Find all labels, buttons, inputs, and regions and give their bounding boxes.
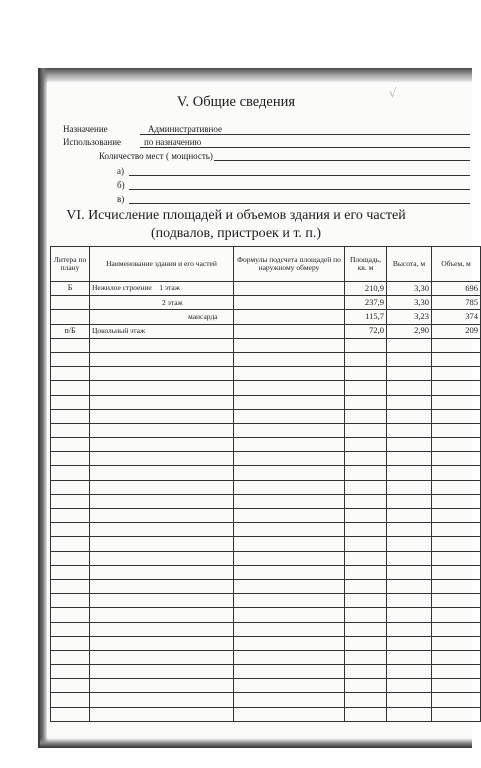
empty-cell bbox=[51, 679, 90, 693]
empty-cell bbox=[345, 367, 387, 381]
empty-cell bbox=[51, 480, 90, 494]
empty-cell bbox=[51, 381, 90, 395]
table-header-row bbox=[51, 247, 481, 282]
empty-cell bbox=[234, 565, 345, 579]
empty-cell bbox=[387, 636, 432, 650]
empty-cell bbox=[345, 352, 387, 366]
empty-cell bbox=[387, 665, 432, 679]
table-row-empty bbox=[51, 594, 481, 608]
empty-cell bbox=[345, 565, 387, 579]
empty-cell bbox=[90, 565, 234, 579]
empty-cell bbox=[90, 594, 234, 608]
empty-cell bbox=[90, 509, 234, 523]
empty-cell bbox=[234, 622, 345, 636]
empty-cell bbox=[234, 338, 345, 352]
empty-cell bbox=[432, 622, 481, 636]
empty-cell bbox=[387, 537, 432, 551]
empty-cell bbox=[234, 693, 345, 707]
sub-item-b: б) bbox=[117, 180, 125, 190]
scan-edge-bottom bbox=[40, 738, 472, 748]
cell-area: 237,9 bbox=[345, 296, 387, 310]
empty-cell bbox=[90, 338, 234, 352]
empty-cell bbox=[345, 679, 387, 693]
empty-cell bbox=[90, 693, 234, 707]
empty-cell bbox=[432, 707, 481, 721]
table-row-empty bbox=[51, 409, 481, 423]
cell-area: 210,9 bbox=[345, 282, 387, 296]
cell-name: Нежилое строение 1 этаж bbox=[90, 282, 234, 296]
empty-cell bbox=[387, 395, 432, 409]
empty-cell bbox=[432, 452, 481, 466]
empty-cell bbox=[345, 480, 387, 494]
empty-cell bbox=[387, 480, 432, 494]
empty-cell bbox=[432, 551, 481, 565]
empty-cell bbox=[234, 509, 345, 523]
empty-cell bbox=[432, 338, 481, 352]
table-row-empty bbox=[51, 665, 481, 679]
empty-cell bbox=[345, 636, 387, 650]
empty-cell bbox=[90, 438, 234, 452]
empty-cell bbox=[387, 352, 432, 366]
table-row bbox=[51, 282, 481, 296]
empty-cell bbox=[51, 423, 90, 437]
empty-cell bbox=[51, 537, 90, 551]
sub-item-c-line bbox=[129, 203, 470, 204]
empty-cell bbox=[234, 608, 345, 622]
empty-cell bbox=[345, 338, 387, 352]
table-row-empty bbox=[51, 509, 481, 523]
area-volume-table bbox=[50, 246, 481, 722]
empty-cell bbox=[90, 409, 234, 423]
cell-height: 3,30 bbox=[387, 296, 432, 310]
empty-cell bbox=[387, 367, 432, 381]
empty-cell bbox=[345, 395, 387, 409]
empty-cell bbox=[345, 579, 387, 593]
table-row-empty bbox=[51, 622, 481, 636]
table-row-empty bbox=[51, 352, 481, 366]
empty-cell bbox=[90, 679, 234, 693]
empty-cell bbox=[51, 636, 90, 650]
empty-cell bbox=[387, 565, 432, 579]
empty-cell bbox=[387, 409, 432, 423]
header-area: Площадь, кв. м bbox=[345, 247, 387, 282]
empty-cell bbox=[345, 622, 387, 636]
empty-cell bbox=[387, 509, 432, 523]
table-row bbox=[51, 324, 481, 338]
empty-cell bbox=[387, 381, 432, 395]
empty-cell bbox=[90, 466, 234, 480]
empty-cell bbox=[432, 352, 481, 366]
empty-cell bbox=[387, 622, 432, 636]
cell-letter bbox=[51, 296, 90, 310]
empty-cell bbox=[345, 693, 387, 707]
sub-item-a: а) bbox=[117, 166, 124, 176]
header-volume: Объем, м bbox=[432, 247, 481, 282]
empty-cell bbox=[432, 594, 481, 608]
field-label-usage: Использование bbox=[63, 137, 122, 147]
empty-cell bbox=[345, 438, 387, 452]
empty-cell bbox=[51, 395, 90, 409]
empty-cell bbox=[90, 480, 234, 494]
cell-height: 3,30 bbox=[387, 282, 432, 296]
empty-cell bbox=[51, 665, 90, 679]
section-5-title: V. Общие сведения bbox=[176, 94, 296, 110]
section-6-subtitle: (подвалов, пристроек и т. п.) bbox=[150, 226, 322, 241]
header-formula: Формулы подсчета площадей по наружному обмеру bbox=[234, 247, 345, 282]
empty-cell bbox=[90, 665, 234, 679]
empty-cell bbox=[432, 650, 481, 664]
empty-cell bbox=[432, 381, 481, 395]
empty-cell bbox=[51, 338, 90, 352]
table-row-empty bbox=[51, 423, 481, 437]
empty-cell bbox=[90, 423, 234, 437]
empty-cell bbox=[90, 523, 234, 537]
empty-cell bbox=[234, 381, 345, 395]
cell-name: 2 этаж bbox=[90, 296, 234, 310]
empty-cell bbox=[387, 452, 432, 466]
empty-cell bbox=[345, 452, 387, 466]
table-row-empty bbox=[51, 452, 481, 466]
empty-cell bbox=[234, 409, 345, 423]
empty-cell bbox=[432, 480, 481, 494]
empty-cell bbox=[345, 608, 387, 622]
table-row-empty bbox=[51, 551, 481, 565]
empty-cell bbox=[90, 650, 234, 664]
empty-cell bbox=[345, 423, 387, 437]
empty-cell bbox=[234, 665, 345, 679]
empty-cell bbox=[432, 466, 481, 480]
empty-cell bbox=[432, 395, 481, 409]
empty-cell bbox=[234, 395, 345, 409]
empty-cell bbox=[51, 551, 90, 565]
empty-cell bbox=[345, 409, 387, 423]
empty-cell bbox=[90, 608, 234, 622]
empty-cell bbox=[90, 367, 234, 381]
empty-cell bbox=[387, 679, 432, 693]
table-row-empty bbox=[51, 523, 481, 537]
cell-formula bbox=[234, 296, 345, 310]
header-letter: Литера по плану bbox=[51, 247, 90, 282]
empty-cell bbox=[387, 438, 432, 452]
table-row bbox=[51, 296, 481, 310]
empty-cell bbox=[432, 565, 481, 579]
empty-cell bbox=[51, 579, 90, 593]
sub-item-a-line bbox=[129, 175, 470, 176]
header-height: Высота, м bbox=[387, 247, 432, 282]
empty-cell bbox=[234, 551, 345, 565]
cell-volume: 209 bbox=[432, 324, 481, 338]
table-row-empty bbox=[51, 494, 481, 508]
empty-cell bbox=[234, 423, 345, 437]
section-6-title: VI. Исчисление площадей и объемов здания и его частей bbox=[66, 208, 406, 223]
cell-name: мансарда bbox=[90, 310, 234, 324]
empty-cell bbox=[345, 523, 387, 537]
empty-cell bbox=[51, 707, 90, 721]
empty-cell bbox=[387, 338, 432, 352]
empty-cell bbox=[345, 509, 387, 523]
table-row-empty bbox=[51, 693, 481, 707]
table-row-empty bbox=[51, 679, 481, 693]
empty-cell bbox=[234, 523, 345, 537]
empty-cell bbox=[90, 537, 234, 551]
empty-cell bbox=[432, 537, 481, 551]
empty-cell bbox=[51, 650, 90, 664]
empty-cell bbox=[432, 679, 481, 693]
empty-cell bbox=[432, 509, 481, 523]
field-label-capacity: Количество мест ( мощность) bbox=[99, 151, 213, 161]
cell-height: 3,23 bbox=[387, 310, 432, 324]
empty-cell bbox=[432, 693, 481, 707]
table-row-empty bbox=[51, 636, 481, 650]
empty-cell bbox=[234, 452, 345, 466]
empty-cell bbox=[51, 367, 90, 381]
empty-cell bbox=[234, 480, 345, 494]
empty-cell bbox=[432, 438, 481, 452]
table-row-empty bbox=[51, 367, 481, 381]
empty-cell bbox=[387, 494, 432, 508]
empty-cell bbox=[387, 523, 432, 537]
empty-cell bbox=[234, 579, 345, 593]
empty-cell bbox=[51, 409, 90, 423]
empty-cell bbox=[51, 594, 90, 608]
empty-cell bbox=[432, 636, 481, 650]
cell-formula bbox=[234, 282, 345, 296]
empty-cell bbox=[234, 650, 345, 664]
table-row-empty bbox=[51, 438, 481, 452]
cell-height: 2,90 bbox=[387, 324, 432, 338]
empty-cell bbox=[90, 622, 234, 636]
empty-cell bbox=[432, 579, 481, 593]
empty-cell bbox=[90, 352, 234, 366]
empty-cell bbox=[387, 466, 432, 480]
empty-cell bbox=[51, 523, 90, 537]
table-row-empty bbox=[51, 579, 481, 593]
field-line-capacity bbox=[214, 160, 470, 161]
table-row-empty bbox=[51, 395, 481, 409]
field-value-usage: по назначению bbox=[144, 137, 202, 147]
field-label-purpose: Назначение bbox=[63, 124, 108, 134]
empty-cell bbox=[90, 551, 234, 565]
empty-cell bbox=[432, 608, 481, 622]
empty-cell bbox=[90, 395, 234, 409]
cell-volume: 696 bbox=[432, 282, 481, 296]
empty-cell bbox=[90, 707, 234, 721]
field-line-usage bbox=[140, 147, 470, 148]
cell-letter: Б bbox=[51, 282, 90, 296]
table-row-empty bbox=[51, 381, 481, 395]
empty-cell bbox=[387, 693, 432, 707]
empty-cell bbox=[51, 565, 90, 579]
empty-cell bbox=[234, 679, 345, 693]
empty-cell bbox=[432, 523, 481, 537]
cell-letter bbox=[51, 310, 90, 324]
empty-cell bbox=[345, 537, 387, 551]
empty-cell bbox=[345, 665, 387, 679]
empty-cell bbox=[90, 579, 234, 593]
table-row-empty bbox=[51, 565, 481, 579]
empty-cell bbox=[234, 438, 345, 452]
empty-cell bbox=[345, 381, 387, 395]
empty-cell bbox=[234, 707, 345, 721]
table-row-empty bbox=[51, 707, 481, 721]
empty-cell bbox=[51, 693, 90, 707]
empty-cell bbox=[51, 622, 90, 636]
cell-area: 72,0 bbox=[345, 324, 387, 338]
empty-cell bbox=[345, 594, 387, 608]
empty-cell bbox=[90, 452, 234, 466]
table-row-empty bbox=[51, 650, 481, 664]
empty-cell bbox=[345, 466, 387, 480]
empty-cell bbox=[51, 352, 90, 366]
empty-cell bbox=[51, 509, 90, 523]
empty-cell bbox=[345, 707, 387, 721]
cell-volume: 785 bbox=[432, 296, 481, 310]
empty-cell bbox=[387, 608, 432, 622]
cell-formula bbox=[234, 310, 345, 324]
empty-cell bbox=[234, 466, 345, 480]
header-name: Наименование здания и его частей bbox=[90, 247, 234, 282]
empty-cell bbox=[387, 423, 432, 437]
sub-item-c: в) bbox=[117, 194, 125, 204]
empty-cell bbox=[234, 594, 345, 608]
empty-cell bbox=[387, 594, 432, 608]
empty-cell bbox=[345, 494, 387, 508]
table-row bbox=[51, 310, 481, 324]
empty-cell bbox=[387, 551, 432, 565]
empty-cell bbox=[432, 409, 481, 423]
cell-letter: п/Б bbox=[51, 324, 90, 338]
empty-cell bbox=[387, 579, 432, 593]
sub-item-b-line bbox=[129, 189, 470, 190]
empty-cell bbox=[432, 494, 481, 508]
empty-cell bbox=[90, 494, 234, 508]
field-line-purpose bbox=[140, 134, 470, 135]
table-row-empty bbox=[51, 480, 481, 494]
empty-cell bbox=[387, 650, 432, 664]
empty-cell bbox=[234, 494, 345, 508]
empty-cell bbox=[234, 537, 345, 551]
empty-cell bbox=[51, 452, 90, 466]
table-row-empty bbox=[51, 608, 481, 622]
empty-cell bbox=[345, 650, 387, 664]
empty-cell bbox=[345, 551, 387, 565]
cell-area: 115,7 bbox=[345, 310, 387, 324]
table-row-empty bbox=[51, 466, 481, 480]
empty-cell bbox=[387, 707, 432, 721]
empty-cell bbox=[90, 381, 234, 395]
field-value-purpose: Административное bbox=[148, 124, 222, 134]
table-row-empty bbox=[51, 338, 481, 352]
empty-cell bbox=[234, 636, 345, 650]
empty-cell bbox=[51, 494, 90, 508]
empty-cell bbox=[432, 367, 481, 381]
empty-cell bbox=[432, 665, 481, 679]
table-row-empty bbox=[51, 537, 481, 551]
empty-cell bbox=[51, 466, 90, 480]
cell-formula bbox=[234, 324, 345, 338]
check-mark: √ bbox=[389, 86, 397, 100]
empty-cell bbox=[234, 352, 345, 366]
empty-cell bbox=[432, 423, 481, 437]
empty-cell bbox=[234, 367, 345, 381]
cell-volume: 374 bbox=[432, 310, 481, 324]
empty-cell bbox=[51, 608, 90, 622]
empty-cell bbox=[51, 438, 90, 452]
cell-name: Цокольный этаж bbox=[90, 324, 234, 338]
empty-cell bbox=[90, 636, 234, 650]
